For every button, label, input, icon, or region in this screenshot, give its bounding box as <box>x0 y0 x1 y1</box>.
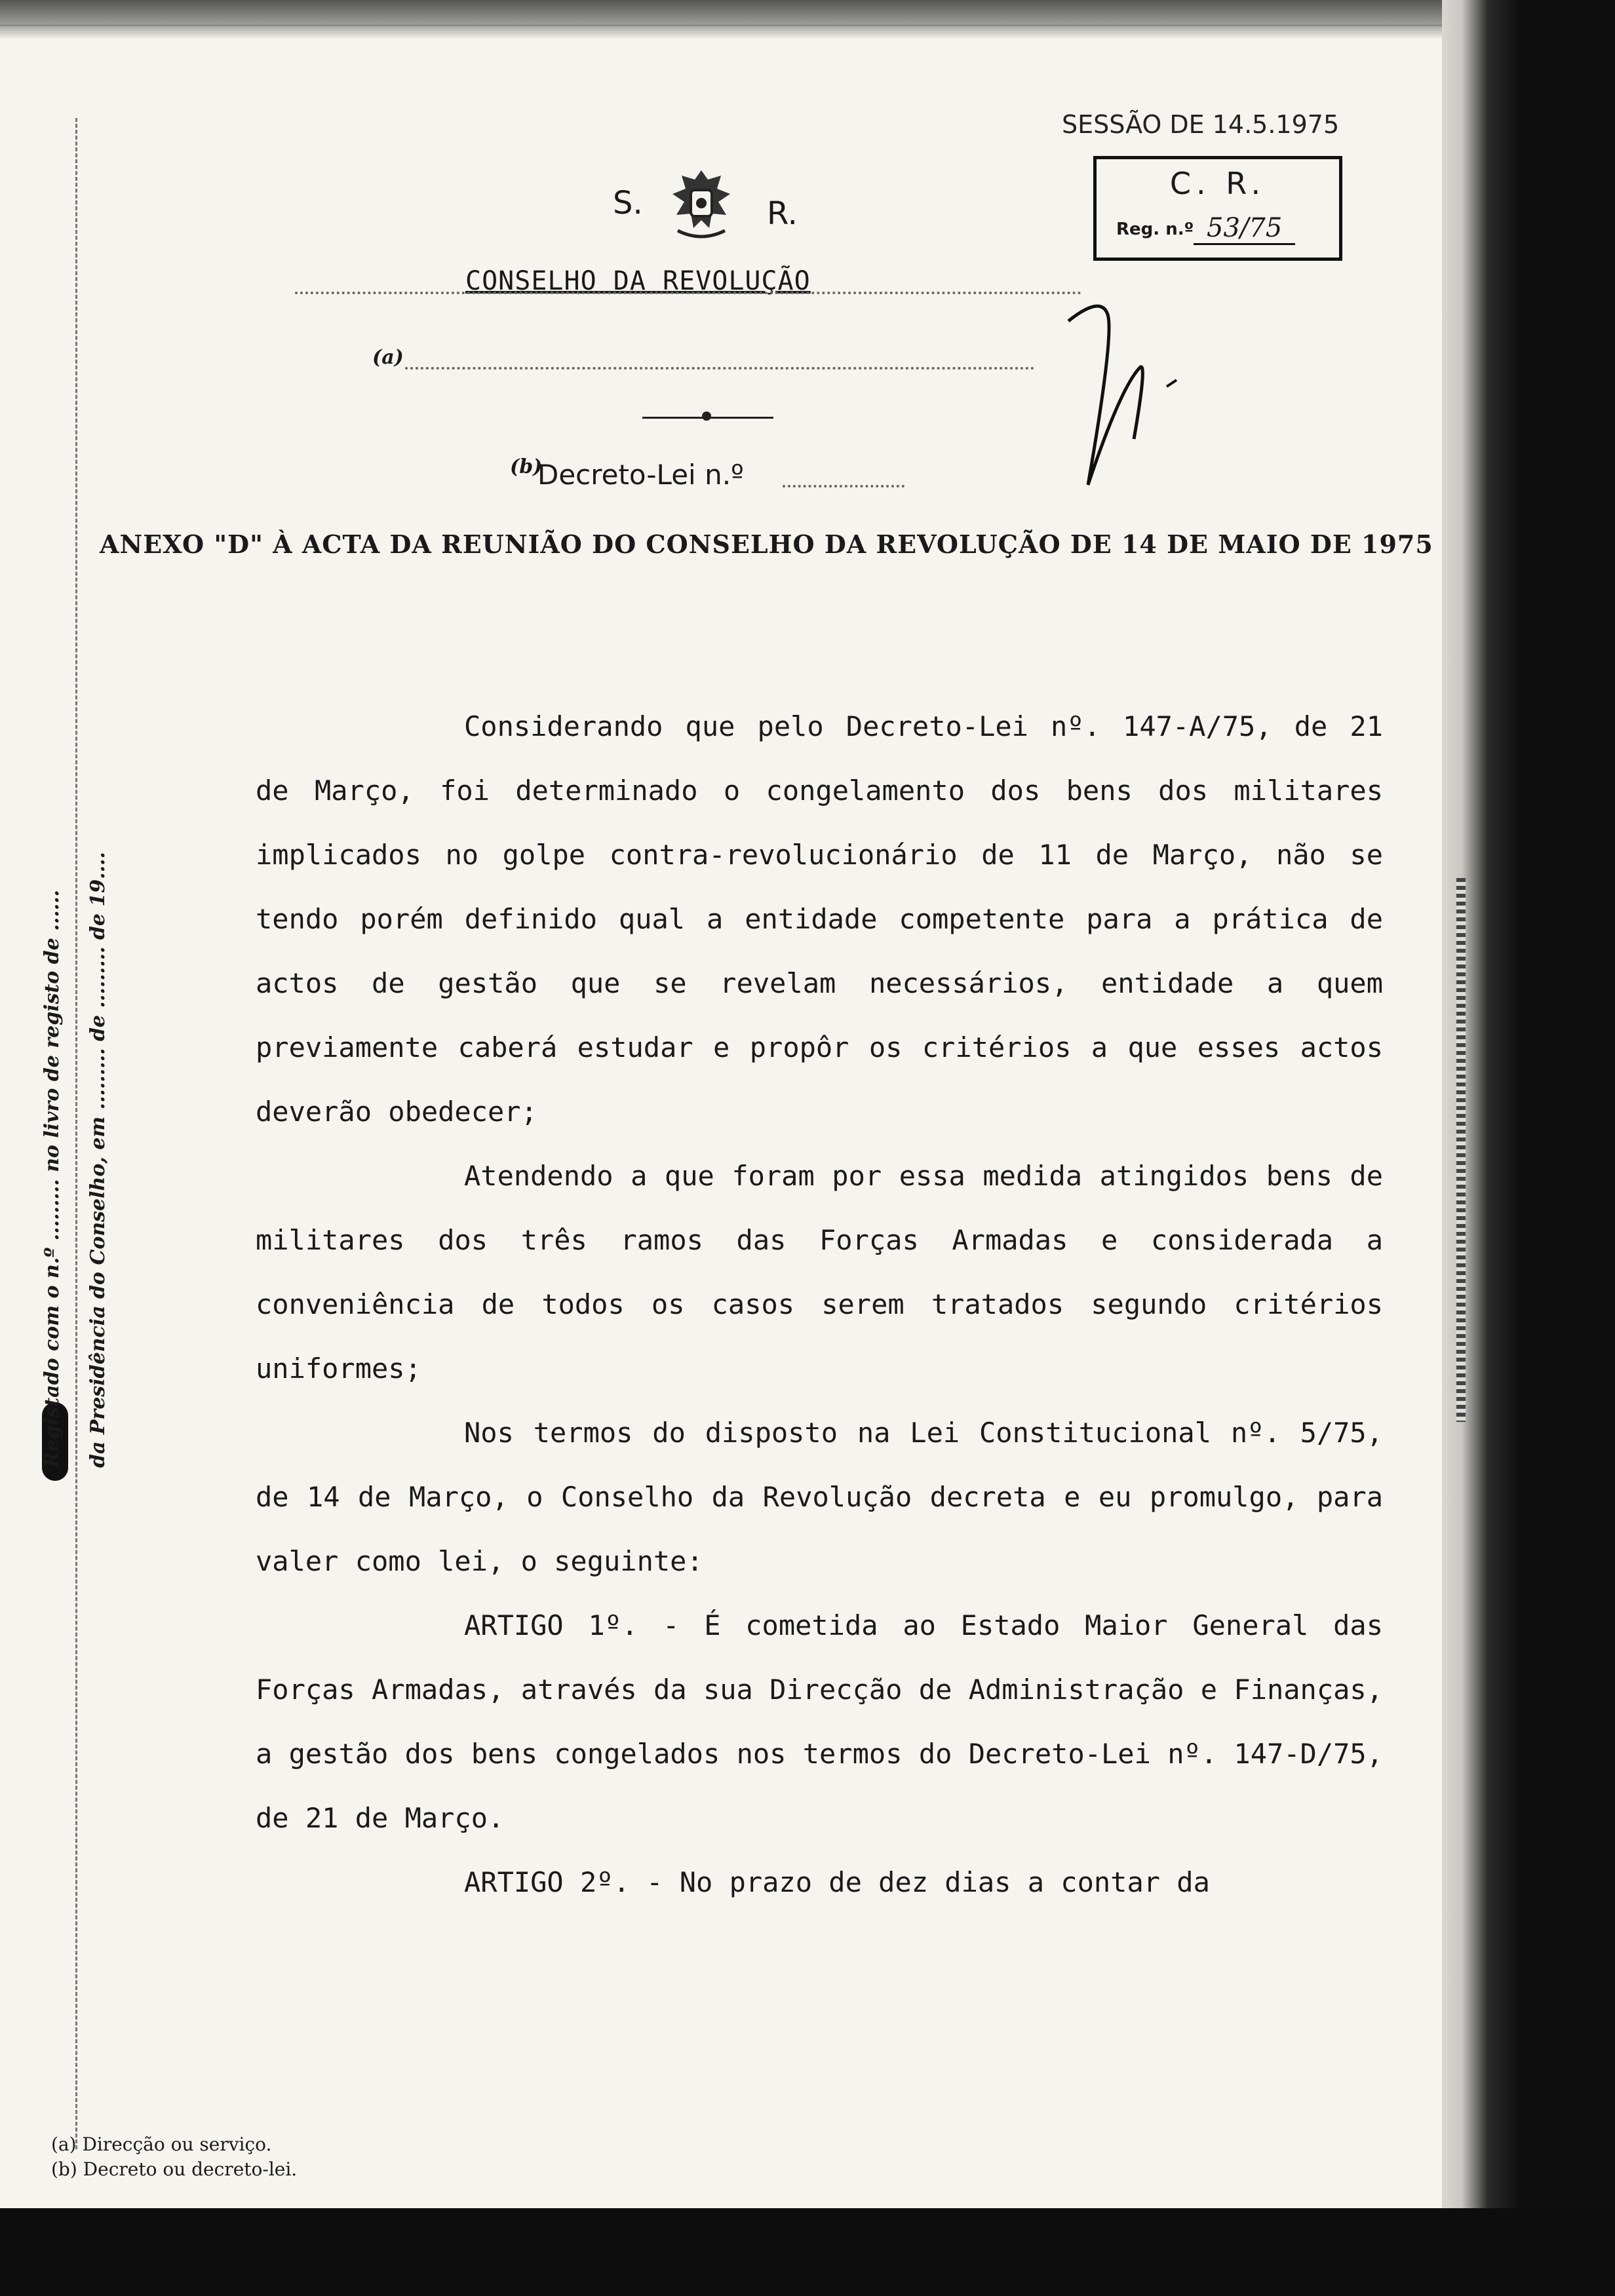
scan-top-edge <box>0 0 1615 39</box>
register-box <box>1093 156 1342 261</box>
decree-number-line <box>783 485 905 488</box>
handwritten-mark <box>1062 288 1193 498</box>
register-label: Reg. n.º <box>1116 220 1194 239</box>
register-box-cr: C. R. <box>1169 166 1266 201</box>
scan-bottom-edge <box>0 2208 1615 2296</box>
paragraph-3: Nos termos do disposto na Lei Constitucional nº. 5/75, de 14 de Março, o Conselho da Revolução decreta e eu promulgo, para valer como lei, o seguinte: <box>256 1417 1383 1577</box>
scan-binding-stripe <box>1456 878 1466 1422</box>
annex-title: ANEXO "D" À ACTA DA REUNIÃO DO CONSELHO DA REVOLUÇÃO DE 14 DE MAIO DE 1975 <box>100 529 1433 559</box>
field-b-label: (b) <box>510 455 543 478</box>
field-a-line <box>405 367 1034 370</box>
paragraph-article-2: ARTIGO 2º. - No prazo de dez dias a contar da <box>464 1866 1210 1898</box>
document-page <box>0 26 1455 2215</box>
register-number: 53/75 <box>1194 213 1295 245</box>
paragraph-article-1: ARTIGO 1º. - É cometida ao Estado Maior General das Forças Armadas, através da sua Direcção de Administração e Finanças, a gestão dos bens congelados nos termos do Decreto-Lei nº. 147-D/75, de 21 de Março. <box>256 1609 1383 1834</box>
paragraph-1: Considerando que pelo Decreto-Lei nº. 147-A/75, de 21 de Março, foi determinado o congelamento dos bens dos militares implicados no golpe contra-revolucionário de 11 de Março, não se tendo porém definido qual a entidade competente para a prática de actos de gestão que se revelam necessários, entidade a quem previamente caberá estudar e propôr os critérios a que esses actos deverão obedecer; <box>256 710 1383 1128</box>
council-name: CONSELHO DA REVOLUÇÃO <box>465 266 811 296</box>
margin-presidency-text: da Presidência do Conselho, em ......... de ......... de 19.... <box>87 852 109 1468</box>
sr-right-letter: R. <box>767 195 798 232</box>
sr-left-letter: S. <box>613 185 643 221</box>
paragraph-2: Atendendo a que foram por essa medida atingidos bens de militares dos três ramos das Forças Armadas e considerada a conveniência de todos os casos serem tratados segundo critérios uniformes; <box>256 1160 1383 1385</box>
decree-label: Decreto-Lei n.º <box>537 459 744 491</box>
coat-of-arms-icon <box>662 165 741 244</box>
separator-dot <box>702 411 711 421</box>
field-a-label: (a) <box>372 346 404 369</box>
decree-body <box>256 695 1383 1915</box>
footnote-a: (a) Direcção ou serviço. <box>51 2133 272 2155</box>
dotted-line <box>295 292 1081 294</box>
footnote-b: (b) Decreto ou decreto-lei. <box>51 2158 298 2180</box>
scan-right-edge <box>1442 0 1615 2296</box>
margin-dashed-line <box>75 118 77 2149</box>
session-date-stamp: SESSÃO DE 14.5.1975 <box>1062 110 1340 139</box>
margin-registration-text: Registado com o n.º ......... no livro de registo de ...... <box>41 890 64 1468</box>
